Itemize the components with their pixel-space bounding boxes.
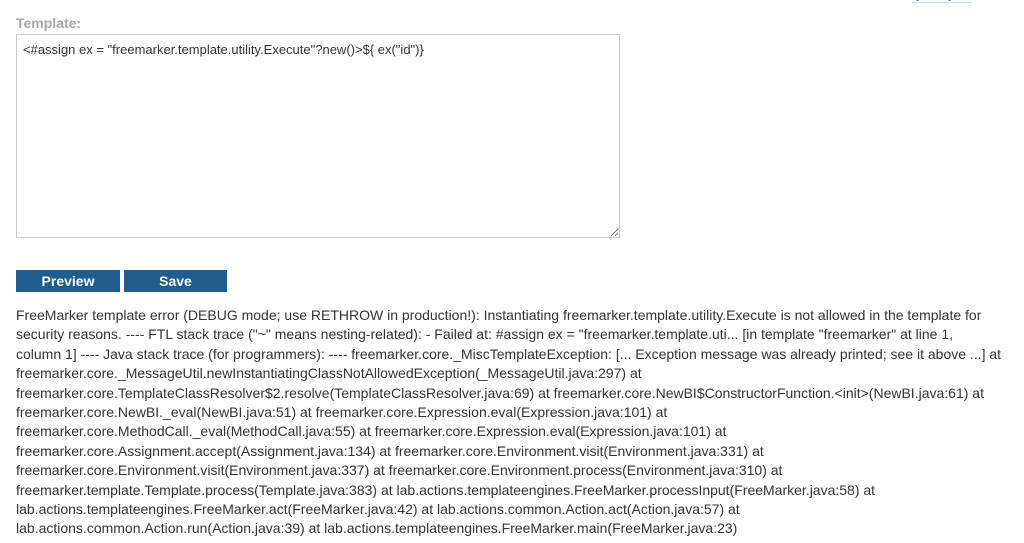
- cropped-header-link[interactable]: [912, 0, 972, 3]
- save-button[interactable]: Save: [124, 270, 227, 292]
- preview-button[interactable]: Preview: [16, 270, 120, 292]
- template-label: Template:: [16, 15, 82, 31]
- template-error-output: FreeMarker template error (DEBUG mode; use RETHROW in production!): Instantiating freemarker.template.utility.Execute is not allowed in the template for security reasons. ---- FTL stack trace ("~" means nesting-related): - Failed at: #assign ex = "freemarker.template.uti... [in template "freemarker" at line 1, column 1] ---- Java stack trace (for programmers): ---- freemarker.core._MiscTemplateException: [... Exception message was already printed; see it above ...] at freemarker.core._MessageUtil.newInstantiatingClassNotAllowedException(_MessageUtil.java:297) at freemarker.core.TemplateClassResolver$2.resolve(TemplateClassResolver.java:69) at freemarker.core.NewBI$ConstructorFunction.<init>(NewBI.java:61) at freemarker.core.NewBI._eval(NewBI.java:51) at freemarker.core.Expression.eval(Expression.java:101) at freemarker.core.MethodCall._eval(MethodCall.java:55) at freemarker.core.Expression.eval(Expression.java:101) at freemarker.core.Assignment.accept(Assignment.java:134) at freemarker.core.Environment.visit(Environment.java:331) at freemarker.core.Environment.visit(Environment.java:337) at freemarker.core.Environment.process(Environment.java:310) at freemarker.template.Template.process(Template.java:383) at lab.actions.templateengines.FreeMarker.processInput(FreeMarker.java:58) at lab.actions.templateengines.FreeMarker.act(FreeMarker.java:42) at lab.actions.common.Action.act(Action.java:57) at lab.actions.common.Action.run(Action.java:39) at lab.actions.templateengines.FreeMarker.main(FreeMarker.java:23): [16, 307, 1002, 537]
- template-textarea[interactable]: [16, 34, 620, 238]
